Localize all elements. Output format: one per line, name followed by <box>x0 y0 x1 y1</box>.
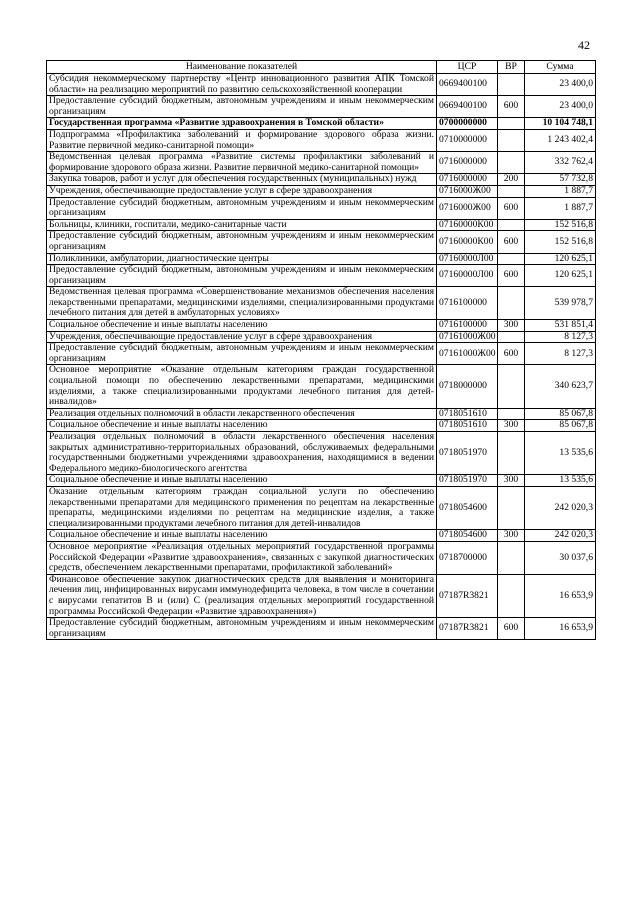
cell-vr <box>498 331 525 343</box>
cell-sum: 30 037,6 <box>525 541 596 574</box>
cell-vr: 600 <box>498 265 525 287</box>
cell-vr: 600 <box>498 197 525 219</box>
cell-name: Предоставление субсидий бюджетным, автономным учреждениям и иным некоммерческим организациям <box>47 343 437 365</box>
cell-sum: 1 887,7 <box>525 197 596 219</box>
cell-name: Поликлиники, амбулатории, диагностические центры <box>47 253 437 265</box>
cell-csr: 0718000000 <box>437 365 498 408</box>
cell-csr: 07187R3821 <box>437 618 498 640</box>
cell-name: Социальное обеспечение и иные выплаты населению <box>47 420 437 432</box>
cell-csr: 07160000К00 <box>437 231 498 253</box>
cell-csr: 07187R3821 <box>437 574 498 617</box>
cell-name: Государственная программа «Развитие здравоохранения в Томской области» <box>47 118 437 130</box>
cell-sum: 13 535,6 <box>525 475 596 487</box>
cell-csr: 0718051970 <box>437 475 498 487</box>
cell-name: Предоставление субсидий бюджетным, автономным учреждениям и иным некоммерческим организациям <box>47 231 437 253</box>
cell-vr: 300 <box>498 475 525 487</box>
cell-sum: 85 067,8 <box>525 420 596 432</box>
table-row <box>47 287 596 320</box>
cell-name: Предоставление субсидий бюджетным, автономным учреждениям и иным некоммерческим организациям <box>47 618 437 640</box>
table-row <box>47 475 596 487</box>
budget-table <box>46 60 596 640</box>
cell-name: Социальное обеспечение и иные выплаты населению <box>47 320 437 332</box>
cell-sum: 340 623,7 <box>525 365 596 408</box>
cell-sum: 242 020,3 <box>525 486 596 529</box>
cell-sum: 242 020,3 <box>525 530 596 542</box>
cell-name: Основное мероприятие «Реализация отдельных мероприятий государственной программы Российской Федерации «Развитие здравоохранения», связанных с закупкой диагностических средств, обеспечением лекарственными препаратами, профилактикой заболеваний» <box>47 541 437 574</box>
cell-csr: 0716000000 <box>437 152 498 174</box>
cell-csr: 0718051610 <box>437 420 498 432</box>
cell-name: Предоставление субсидий бюджетным, автономным учреждениям и иным некоммерческим организациям <box>47 197 437 219</box>
cell-vr <box>498 287 525 320</box>
cell-csr: 0718700000 <box>437 541 498 574</box>
cell-csr: 0669400100 <box>437 74 498 96</box>
cell-vr: 600 <box>498 618 525 640</box>
table-row <box>47 265 596 287</box>
cell-vr <box>498 253 525 265</box>
cell-csr: 0716000Ж00 <box>437 185 498 197</box>
header-vr: ВР <box>498 61 525 74</box>
cell-csr: 07160000К00 <box>437 219 498 231</box>
table-row <box>47 174 596 186</box>
cell-vr: 600 <box>498 343 525 365</box>
cell-vr <box>498 219 525 231</box>
cell-sum: 8 127,3 <box>525 343 596 365</box>
table-row <box>47 197 596 219</box>
table-row <box>47 432 596 475</box>
cell-name: Основное мероприятие «Оказание отдельным категориям граждан государственной социальной помощи по обеспечению лекарственными препаратами, медицинскими изделиями, а также специализированными продуктами лечебного питания для детей-инвалидов» <box>47 365 437 408</box>
table-row <box>47 486 596 529</box>
cell-name: Субсидия некоммерческому партнерству «Центр инновационного развития АПК Томской области» на реализацию мероприятий по развитию сельскохозяйственной кооперации <box>47 74 437 96</box>
table-row <box>47 185 596 197</box>
cell-vr <box>498 152 525 174</box>
table-row <box>47 320 596 332</box>
cell-name: Реализация отдельных полномочий в области лекарственного обеспечения <box>47 408 437 420</box>
cell-csr: 0710000000 <box>437 129 498 151</box>
cell-sum: 539 978,7 <box>525 287 596 320</box>
cell-vr <box>498 365 525 408</box>
cell-csr: 07160000Л00 <box>437 265 498 287</box>
cell-vr <box>498 185 525 197</box>
cell-csr: 0716100000 <box>437 320 498 332</box>
cell-csr: 0700000000 <box>437 118 498 130</box>
cell-sum: 23 400,0 <box>525 96 596 118</box>
cell-csr: 07161000Ж00 <box>437 343 498 365</box>
table-header-row <box>47 61 596 74</box>
table-row <box>47 96 596 118</box>
cell-vr: 600 <box>498 96 525 118</box>
table-row <box>47 420 596 432</box>
header-sum: Сумма <box>525 61 596 74</box>
cell-csr: 0716000000 <box>437 174 498 186</box>
cell-sum: 120 625,1 <box>525 265 596 287</box>
cell-vr: 300 <box>498 420 525 432</box>
cell-sum: 1 887,7 <box>525 185 596 197</box>
table-row <box>47 219 596 231</box>
cell-name: Социальное обеспечение и иные выплаты населению <box>47 530 437 542</box>
cell-vr <box>498 129 525 151</box>
cell-sum: 1 243 402,4 <box>525 129 596 151</box>
cell-sum: 332 762,4 <box>525 152 596 174</box>
table-row <box>47 152 596 174</box>
cell-vr <box>498 432 525 475</box>
table-row <box>47 343 596 365</box>
cell-vr: 300 <box>498 530 525 542</box>
table-row <box>47 574 596 617</box>
cell-csr: 0716100000 <box>437 287 498 320</box>
cell-name: Финансовое обеспечение закупок диагностических средств для выявления и мониторинга лечения лиц, инфицированных вирусами иммунодефицита человека, в том числе в сочетании с вирусами гепатитов В и (или) С (реализация отдельных мероприятий государственной программы Российской Федерации «Развитие здравоохранения») <box>47 574 437 617</box>
cell-name: Подпрограмма «Профилактика заболеваний и формирование здорового образа жизни. Развитие первичной медико-санитарной помощи» <box>47 129 437 151</box>
table-row <box>47 253 596 265</box>
cell-name: Закупка товаров, работ и услуг для обеспечения государственных (муниципальных) нужд <box>47 174 437 186</box>
table-row <box>47 118 596 130</box>
cell-csr: 07160000Л00 <box>437 253 498 265</box>
cell-name: Ведомственная целевая программа «Совершенствование механизмов обеспечения населения лекарственными препаратами, медицинскими изделиями, специализированными продуктами лечебного питания для детей в амбулаторных условиях» <box>47 287 437 320</box>
cell-csr: 0718051610 <box>437 408 498 420</box>
table-row <box>47 129 596 151</box>
cell-name: Социальное обеспечение и иные выплаты населению <box>47 475 437 487</box>
cell-sum: 10 104 748,1 <box>525 118 596 130</box>
table-row <box>47 618 596 640</box>
table-row <box>47 530 596 542</box>
cell-csr: 0718054600 <box>437 530 498 542</box>
table-row <box>47 331 596 343</box>
cell-name: Предоставление субсидий бюджетным, автономным учреждениям и иным некоммерческим организациям <box>47 96 437 118</box>
table-body <box>47 74 596 640</box>
cell-vr: 600 <box>498 231 525 253</box>
table-row <box>47 74 596 96</box>
page-number: 42 <box>578 38 590 52</box>
cell-sum: 152 516,8 <box>525 231 596 253</box>
cell-name: Предоставление субсидий бюджетным, автономным учреждениям и иным некоммерческим организациям <box>47 265 437 287</box>
cell-name: Учреждения, обеспечивающие предоставление услуг в сфере здравоохранения <box>47 185 437 197</box>
cell-sum: 152 516,8 <box>525 219 596 231</box>
cell-sum: 13 535,6 <box>525 432 596 475</box>
cell-vr <box>498 486 525 529</box>
cell-vr <box>498 408 525 420</box>
cell-sum: 85 067,8 <box>525 408 596 420</box>
cell-sum: 531 851,4 <box>525 320 596 332</box>
cell-sum: 120 625,1 <box>525 253 596 265</box>
cell-csr: 0718051970 <box>437 432 498 475</box>
table-row <box>47 541 596 574</box>
cell-sum: 16 653,9 <box>525 574 596 617</box>
table-row <box>47 408 596 420</box>
cell-csr: 0718054600 <box>437 486 498 529</box>
cell-vr <box>498 541 525 574</box>
cell-name: Ведомственная целевая программа «Развитие системы профилактики заболеваний и формирование здорового образа жизни. Развитие первичной медико-санитарной помощи» <box>47 152 437 174</box>
table-row <box>47 365 596 408</box>
table-row <box>47 231 596 253</box>
cell-csr: 0669400100 <box>437 96 498 118</box>
cell-sum: 23 400,0 <box>525 74 596 96</box>
cell-name: Учреждения, обеспечивающие предоставление услуг в сфере здравоохранения <box>47 331 437 343</box>
cell-csr: 07161000Ж00 <box>437 331 498 343</box>
cell-vr <box>498 574 525 617</box>
cell-vr: 200 <box>498 174 525 186</box>
cell-vr: 300 <box>498 320 525 332</box>
cell-sum: 16 653,9 <box>525 618 596 640</box>
cell-name: Оказание отдельным категориям граждан социальной услуги по обеспечению лекарственными препаратами для медицинского применения по рецептам на лекарственные препараты, медицинскими изделиями по рецептам на медицинские изделия, а также специализированными продуктами лечебного питания для детей-инвалидов <box>47 486 437 529</box>
cell-sum: 57 732,8 <box>525 174 596 186</box>
cell-csr: 0716000Ж00 <box>437 197 498 219</box>
header-name: Наименование показателей <box>47 61 437 74</box>
cell-sum: 8 127,3 <box>525 331 596 343</box>
cell-name: Больницы, клиники, госпитали, медико-санитарные части <box>47 219 437 231</box>
header-csr: ЦСР <box>437 61 498 74</box>
cell-vr <box>498 118 525 130</box>
cell-name: Реализация отдельных полномочий в области лекарственного обеспечения населения закрытых административно-территориальных образований, обслуживаемых федеральными государственными бюджетными учреждениями здравоохранения, находящимися в ведении Федерального медико-биологического агентства <box>47 432 437 475</box>
cell-vr <box>498 74 525 96</box>
